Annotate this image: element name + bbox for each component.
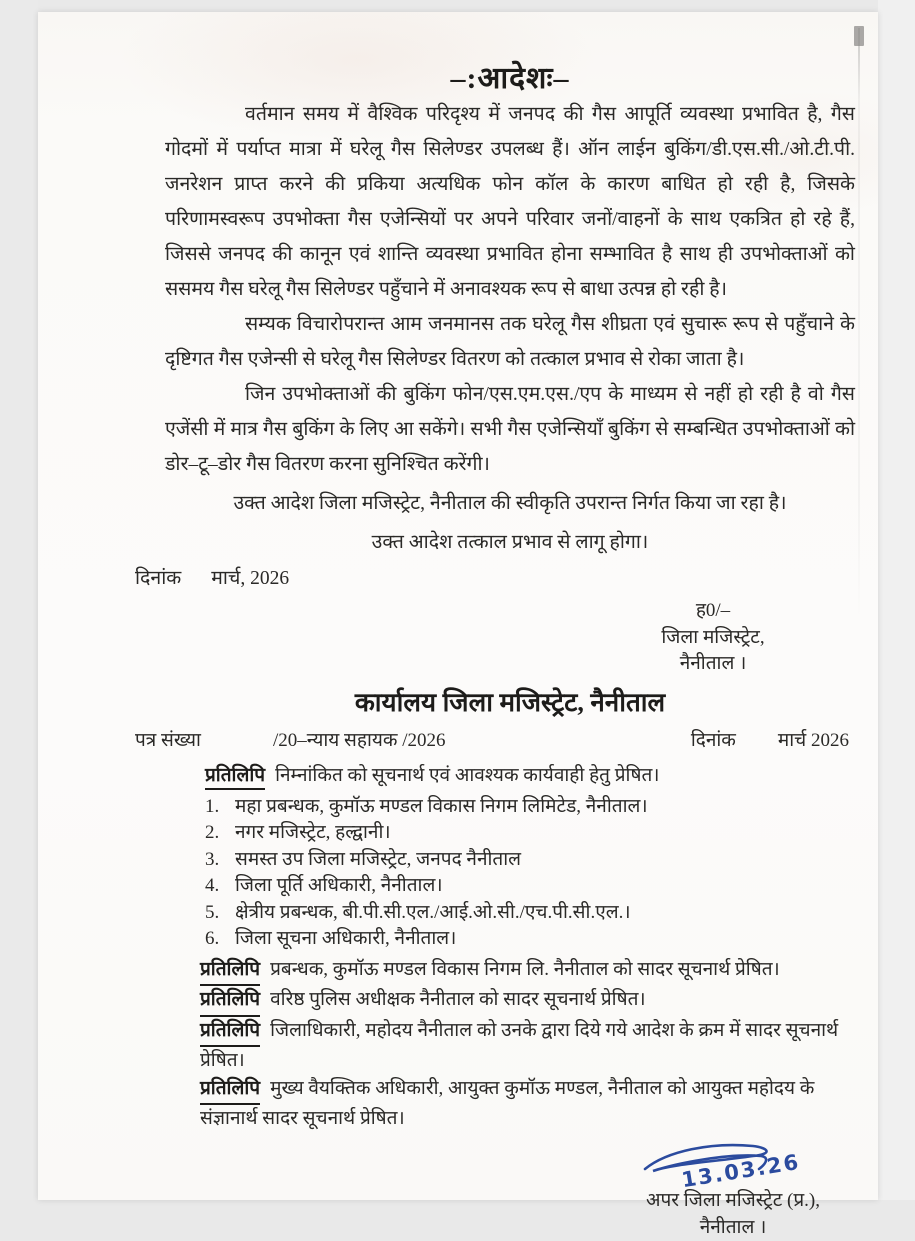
copies-intro-line xyxy=(205,761,855,790)
scanned-document-page xyxy=(38,12,878,1238)
scan-margin-right xyxy=(878,0,915,1200)
signed-mark: ह0/– xyxy=(695,600,731,621)
order-date-label: दिनांक xyxy=(135,568,182,589)
page-crease-mark xyxy=(854,26,864,46)
order-title: –:आदेशः– xyxy=(450,62,570,95)
letter-number-value: /20–न्याय सहायक /2026 xyxy=(272,729,446,751)
handwritten-date: 13.03.26 xyxy=(679,1149,802,1192)
letter-number-label: पत्र संख्या xyxy=(135,729,201,751)
letter-number-left xyxy=(135,726,446,752)
footer-designation: अपर जिला मजिस्ट्रेट (प्र.), xyxy=(645,1189,821,1211)
recipient-number: 6. xyxy=(205,928,220,949)
scan-margin-left xyxy=(0,0,38,1200)
endorsement-text: प्रबन्धक, कुमॉऊ मण्डल विकास निगम लि. नैनीताल को सादर सूचनार्थ प्रेषित। xyxy=(270,958,780,980)
recipient-number: 4. xyxy=(205,875,220,896)
recipient-number: 5. xyxy=(205,901,220,923)
endorsement-text: वरिष्ठ पुलिस अधीक्षक नैनीताल को सादर सूचनार्थ प्रेषित। xyxy=(270,989,646,1010)
page-crease xyxy=(858,28,860,618)
recipient-number: 1. xyxy=(205,795,220,817)
recipient-text: जिला पूर्ति अधिकारी, नैनीताल। xyxy=(235,875,443,896)
recipient-number: 3. xyxy=(205,848,220,870)
endorsement-label: प्रतिलिपि xyxy=(200,1017,260,1048)
order-date-value: मार्च, 2026 xyxy=(211,568,290,589)
endorsement-row xyxy=(200,956,855,987)
footer-place: नैनीताल । xyxy=(699,1216,767,1238)
letter-date-value: मार्च 2026 xyxy=(777,729,849,751)
recipient-list xyxy=(205,794,855,953)
signature-block-top xyxy=(623,598,803,678)
letter-date-right xyxy=(691,726,849,752)
endorsement-text: जिलाधिकारी, महोदय नैनीताल को उनके द्वारा दिये गये आदेश के क्रम में सादर सूचनार्थ प्रेषित। xyxy=(200,1019,839,1071)
recipient-row xyxy=(205,873,855,900)
endorsement-label: प्रतिलिपि xyxy=(200,986,260,1017)
recipient-text: महा प्रबन्धक, कुमॉऊ मण्डल विकास निगम लिमिटेड, नैनीताल। xyxy=(235,795,648,817)
recipient-row xyxy=(205,847,855,874)
order-paragraph-4: उक्त आदेश जिला मजिस्ट्रेट, नैनीताल की स्वीकृति उपरान्त निर्गत किया जा रहा है। xyxy=(233,493,787,514)
order-paragraph-3: जिन उपभोक्ताओं की बुकिंग फोन/एस.एम.एस./एप के माध्यम से नहीं हो रही है वो गैस एजेंसी में मात्र गैस बुकिंग के लिए आ सकेंगे। सभी गैस एजेन्सियाँ बुकिंग से सम्बन्धित उपभोक्ताओं को डोर–टू–डोर गैस वितरण करना सुनिश्चित करेंगी। xyxy=(165,384,855,475)
recipient-number: 2. xyxy=(205,822,220,843)
endorsement-list xyxy=(200,956,855,1133)
letter-number-line xyxy=(135,726,855,752)
recipient-row xyxy=(205,820,855,847)
recipient-text: क्षेत्रीय प्रबन्धक, बी.पी.सी.एल./आई.ओ.सी./एच.पी.सी.एल.। xyxy=(235,901,631,923)
letter-date-label: दिनांक xyxy=(690,729,736,751)
order-paragraph-5: उक्त आदेश तत्काल प्रभाव से लागू होगा। xyxy=(371,532,649,553)
endorsement-row xyxy=(200,986,855,1017)
recipient-text: नगर मजिस्ट्रेट, हल्द्वानी। xyxy=(235,822,391,843)
order-paragraph-1: वर्तमान समय में वैश्विक परिदृश्य में जनपद की गैस आपूर्ति व्यवस्था प्रभावित है, गैस गोदमों में पर्याप्त मात्रा में घरेलू गैस सिलेण्डर उपलब्ध हैं। ऑन लाईन बुकिंग/डी.एस.सी./ओ.टी.पी. जनरेशन प्राप्त करने की प्रकिया अत्यधिक फोन कॉल के कारण बाधित हो रही है, जिसके परिणामस्वरूप उपभोक्ता गैस एजेन्सियों पर अपने परिवार जनों/वाहनों के साथ एकत्रित हो रहे हैं, जिससे जनपद की कानून एवं शान्ति व्यवस्था प्रभावित होना सम्भावित है साथ ही उपभोक्ताओं को ससमय गैस घरेलू गैस सिलेण्डर पहुँचाने में अनावश्यक रूप से बाधा उत्पन्न हो रही है। xyxy=(165,104,855,300)
endorsement-label: प्रतिलिपि xyxy=(200,1075,260,1106)
signatory-place: नैनीताल । xyxy=(679,653,747,674)
order-date-line xyxy=(135,563,855,590)
recipient-row xyxy=(205,926,855,953)
endorsement-row xyxy=(200,1017,855,1075)
recipient-row xyxy=(205,900,855,927)
recipient-text: जिला सूचना अधिकारी, नैनीताल। xyxy=(235,928,457,949)
recipient-text: समस्त उप जिला मजिस्ट्रेट, जनपद नैनीताल xyxy=(235,848,522,870)
handwritten-signature-area xyxy=(593,1135,873,1192)
copies-label: प्रतिलिपि xyxy=(205,761,265,790)
document-content-column xyxy=(135,12,855,1241)
endorsement-row xyxy=(200,1075,855,1133)
office-heading: कार्यालय जिला मजिस्ट्रेट, नैनीताल xyxy=(354,687,666,717)
order-paragraph-2: सम्यक विचारोपरान्त आम जनमानस तक घरेलू गैस शीघ्रता एवं सुचारू रूप से पहुँचाने के दृष्टिगत गैस एजेन्सी से घरेलू गैस सिलेण्डर वितरण को तत्काल प्रभाव से रोका जाता है। xyxy=(165,314,855,370)
signature-block-bottom xyxy=(593,1135,873,1241)
endorsement-text: मुख्य वैयक्तिक अधिकारी, आयुक्त कुमॉऊ मण्डल, नैनीताल को आयुक्त महोदय के संज्ञानार्थ सादर सूचनार्थ प्रेषित। xyxy=(200,1077,815,1129)
signatory-designation: जिला मजिस्ट्रेट, xyxy=(661,626,765,648)
endorsement-label: प्रतिलिपि xyxy=(200,956,260,987)
copies-intro-text: निम्नांकित को सूचनार्थ एवं आवश्यक कार्यवाही हेतु प्रेषित। xyxy=(275,764,660,786)
recipient-row xyxy=(205,794,855,821)
